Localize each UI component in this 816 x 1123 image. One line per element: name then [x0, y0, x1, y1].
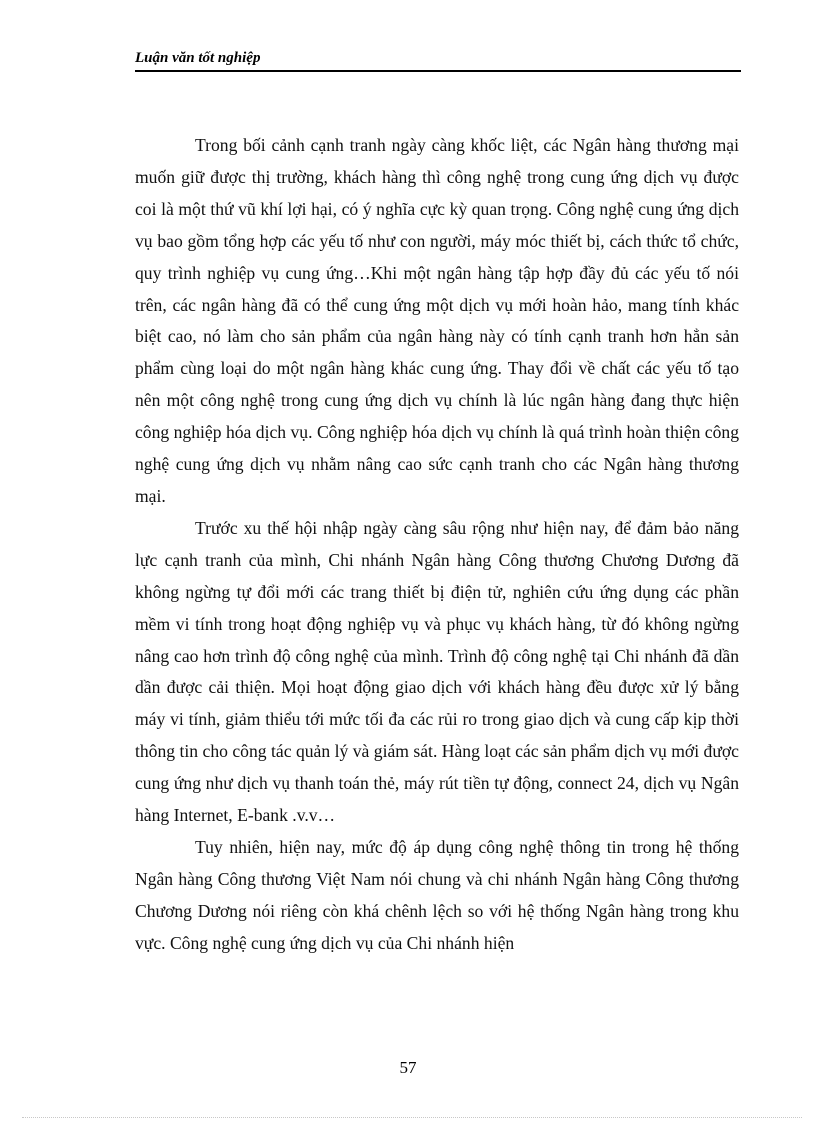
- paragraph-technology-competition: Trong bối cảnh cạnh tranh ngày càng khốc liệt, các Ngân hàng thương mại muốn giữ được thị trường, khách hàng thì công nghệ trong cung ứng dịch vụ được coi là một thứ vũ khí lợi hại, có ý nghĩa cực kỳ quan trọng. Công nghệ cung ứng dịch vụ bao gồm tổng hợp các yếu tố như con người, máy móc thiết bị, cách thức tổ chức, quy trình nghiệp vụ cung ứng…Khi một ngân hàng tập hợp đầy đủ các yếu tố nói trên, các ngân hàng đã có thể cung ứng một dịch vụ mới hoàn hảo, mang tính khác biệt cao, nó làm cho sản phẩm của ngân hàng này có tính cạnh tranh hơn hẳn sản phẩm cùng loại do một ngân hàng khác cung ứng. Thay đổi về chất các yếu tố tạo nên một công nghệ trong cung ứng dịch vụ chính là lúc ngân hàng đang thực hiện công nghiệp hóa dịch vụ. Công nghiệp hóa dịch vụ chính là quá trình hoàn thiện công nghệ cung ứng dịch vụ nhằm nâng cao sức cạnh tranh cho các Ngân hàng thương mại.: [135, 135, 739, 506]
- paragraph-technology-gap: Tuy nhiên, hiện nay, mức độ áp dụng công nghệ thông tin trong hệ thống Ngân hàng Công thương Việt Nam nói chung và chi nhánh Ngân hàng Công thương Chương Dương nói riêng còn khá chênh lệch so với hệ thống Ngân hàng trong khu vực. Công nghệ cung ứng dịch vụ của Chi nhánh hiện: [135, 836, 739, 953]
- paragraph-branch-modernization: Trước xu thế hội nhập ngày càng sâu rộng như hiện nay, để đảm bảo năng lực cạnh tranh của mình, Chi nhánh Ngân hàng Công thương Chương Dương đã không ngừng tự đổi mới các trang thiết bị điện tử, nghiên cứu ứng dụng các phần mềm vi tính trong hoạt động nghiệp vụ và phục vụ khách hàng, từ đó không ngừng nâng cao hơn trình độ công nghệ của mình. Trình độ công nghệ tại Chi nhánh đã dần dần được cải thiện. Mọi hoạt động giao dịch với khách hàng đều được xử lý bằng máy vi tính, giảm thiểu tới mức tối đa các rủi ro trong giao dịch và cung cấp kịp thời thông tin cho công tác quản lý và giám sát. Hàng loạt các sản phẩm dịch vụ mới được cung ứng như dịch vụ thanh toán thẻ, máy rút tiền tự động, connect 24, dịch vụ Ngân hàng Internet, E-bank .v.v…: [135, 517, 739, 826]
- page-bottom-edge: [22, 1117, 802, 1118]
- page-header: [135, 48, 741, 72]
- header-title: Luận văn tốt nghiệp: [135, 50, 261, 66]
- body-text: [135, 130, 739, 960]
- page-number: 57: [399, 1058, 417, 1077]
